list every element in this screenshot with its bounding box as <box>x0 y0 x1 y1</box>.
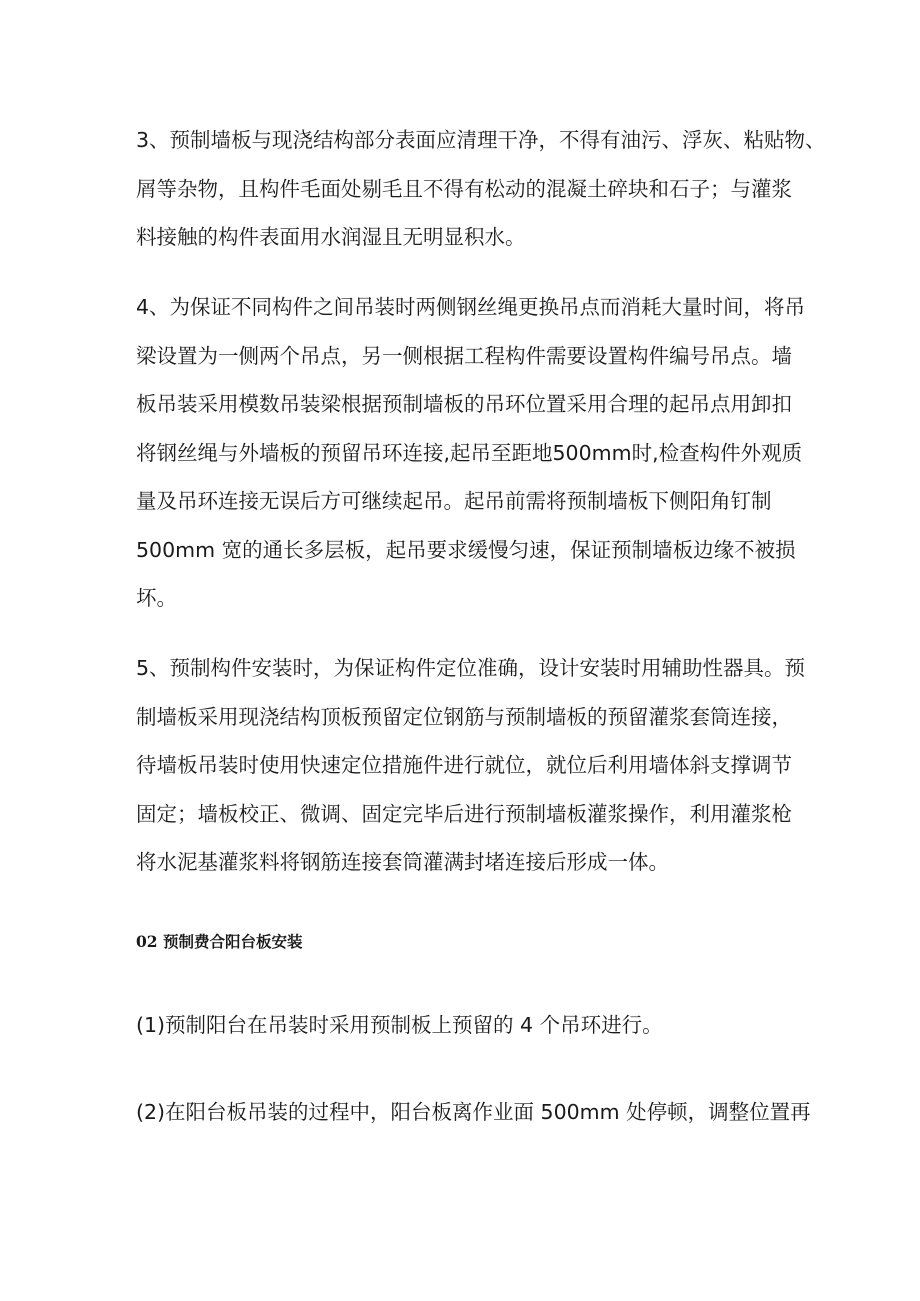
section-title: 预制费合阳台板安装 <box>162 933 303 951</box>
paragraph-step-2 <box>136 1088 836 1137</box>
text-line: 板吊装采用模数吊装梁根据预制墙板的吊环位置采用合理的起吊点用卸扣 <box>136 392 792 416</box>
section-heading <box>136 928 303 956</box>
text-line: 将钢丝绳与外墙板的预留吊环连接,起吊至距地500mm时,检查构件外观质 <box>136 440 803 465</box>
text-line: 固定；墙板校正、微调、固定完毕后进行预制墙板灌浆操作，利用灌浆枪 <box>136 801 792 826</box>
text-line: 待墙板吊装时使用快速定位措施件进行就位，就位后利用墙体斜支撑调节 <box>136 753 792 777</box>
text-line: 屑等杂物，且构件毛面处剔毛且不得有松动的混凝土碎块和石子；与灌浆 <box>136 176 792 201</box>
text-line: (1)预制阳台在吊装时采用预制板上预留的 4 个吊环进行。 <box>136 1013 663 1037</box>
text-line: 量及吊环连接无误后方可继续起吊。起吊前需将预制墙板下侧阳角钉制 <box>136 489 772 513</box>
paragraph-step-1 <box>136 1001 836 1050</box>
section-number: 02 <box>136 932 158 951</box>
paragraph-item-5 <box>136 644 836 887</box>
text-line: 3、预制墙板与现浇结构部分表面应清理干净，不得有油污、浮灰、粘贴物、 <box>136 128 826 152</box>
text-line: 制墙板采用现浇结构顶板预留定位钢筋与预制墙板的预留灌浆套筒连接， <box>136 704 792 729</box>
paragraph-item-4 <box>136 283 836 623</box>
text-line: 料接触的构件表面用水润湿且无明显积水。 <box>136 225 526 249</box>
text-line: 4、为保证不同构件之间吊装时两侧钢丝绳更换吊点而消耗大量时间，将吊 <box>136 295 806 319</box>
text-line: 梁设置为一侧两个吊点，另一侧根据工程构件需要设置构件编号吊点。墙 <box>136 343 792 368</box>
text-line: 坏。 <box>136 586 177 610</box>
text-line: (2)在阳台板吊装的过程中，阳台板离作业面 500mm 处停顿，调整位置再 <box>136 1100 811 1124</box>
text-line: 500mm 宽的通长多层板，起吊要求缓慢匀速，保证预制墙板边缘不被损 <box>136 537 796 562</box>
paragraph-item-3 <box>136 116 836 262</box>
text-line: 将水泥基灌浆料将钢筋连接套筒灌满封堵连接后形成一体。 <box>136 850 669 874</box>
text-line: 5、预制构件安装时，为保证构件定位准确，设计安装时用辅助性器具。预 <box>136 656 806 680</box>
